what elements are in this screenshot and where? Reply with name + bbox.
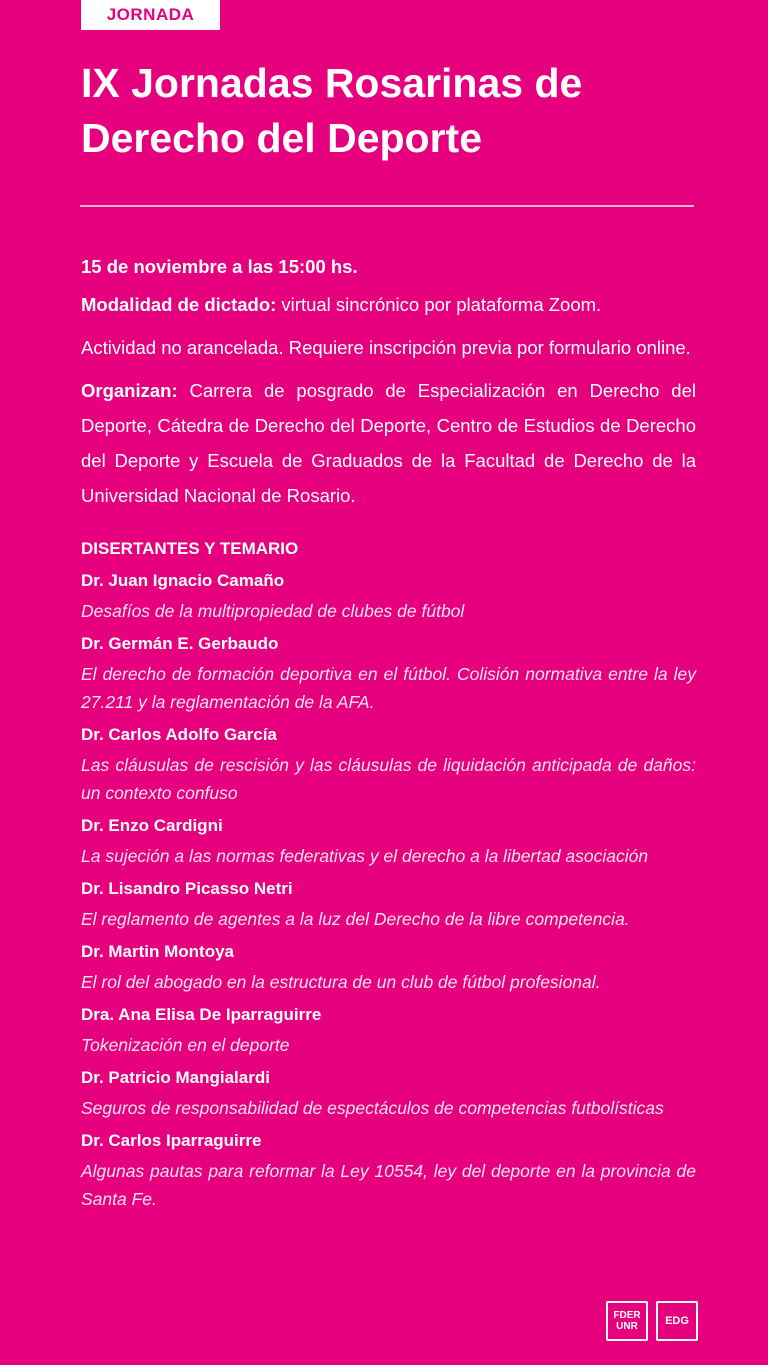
speaker-topic: La sujeción a las normas federativas y el derecho a la libertad asociación [81,846,649,866]
arancel-paragraph: Actividad no arancelada. Requiere inscripción previa por formulario online. [81,337,691,358]
speaker-item [81,1124,696,1213]
edg-logo [656,1301,698,1341]
fder-logo-line1: FDER [613,1310,641,1321]
organizan-text: Carrera de posgrado de Especialización en Derecho del Deporte, Cátedra de Derecho del Deporte, Centro de Estudios de Derecho del Deporte y Escuela de Graduados de la Facultad de Derecho de la Universidad Nacional de Rosario. [81,380,696,506]
modalidad-label: Modalidad de dictado: [81,294,277,315]
speaker-topic: El reglamento de agentes a la luz del Derecho de la libre competencia. [81,909,630,929]
speaker-item [81,718,696,807]
speaker-topic: Seguros de responsabilidad de espectáculos de competencias futbolísticas [81,1098,664,1118]
speaker-item [81,998,696,1059]
speaker-topic: Algunas pautas para reformar la Ley 10554, ley del deporte en la provincia de Santa Fe. [81,1161,696,1209]
speaker-item [81,872,696,933]
speaker-item [81,627,696,716]
speaker-topic: Desafíos de la multipropiedad de clubes de fútbol [81,601,465,621]
speaker-item [81,935,696,996]
speaker-item [81,809,696,870]
speaker-list [81,564,696,1213]
speaker-name: Dr. Martin Montoya [81,942,235,961]
speaker-item [81,1061,696,1122]
fder-logo-line2: UNR [616,1321,638,1332]
organizan-paragraph [81,373,696,513]
speaker-item [81,564,696,625]
modalidad-text: virtual sincrónico por plataforma Zoom. [276,294,602,315]
fder-unr-logo [606,1301,648,1341]
speaker-name: Dr. Carlos Adolfo García [81,725,277,744]
speaker-name: Dr. Enzo Cardigni [81,816,223,835]
event-info [81,249,696,1215]
event-date: 15 de noviembre a las 15:00 hs. [81,256,358,277]
speaker-topic: El derecho de formación deportiva en el fútbol. Colisión normativa entre la ley 27.211 y la reglamentación de la AFA. [81,664,696,712]
speaker-name: Dr. Germán E. Gerbaudo [81,634,279,653]
edg-logo-text: EDG [665,1314,689,1327]
speaker-name: Dr. Juan Ignacio Camaño [81,571,285,590]
section-title: DISERTANTES Y TEMARIO [81,539,299,558]
jornada-badge: JORNADA [81,0,220,30]
logos [606,1301,698,1341]
page-title: IX Jornadas Rosarinas de Derecho del Deporte [81,60,583,161]
speaker-name: Dr. Lisandro Picasso Netri [81,879,293,898]
speaker-name: Dr. Carlos Iparraguirre [81,1131,262,1150]
speaker-topic: Las cláusulas de rescisión y las cláusulas de liquidación anticipada de daños: un contexto confuso [81,755,696,803]
divider [80,205,694,207]
speaker-topic: Tokenización en el deporte [81,1035,290,1055]
speaker-name: Dr. Patricio Mangialardi [81,1068,270,1087]
modalidad-paragraph [81,287,696,322]
speaker-topic: El rol del abogado en la estructura de un club de fútbol profesional. [81,972,601,992]
organizan-label: Organizan: [81,380,178,401]
speaker-name: Dra. Ana Elisa De Iparraguirre [81,1005,322,1024]
